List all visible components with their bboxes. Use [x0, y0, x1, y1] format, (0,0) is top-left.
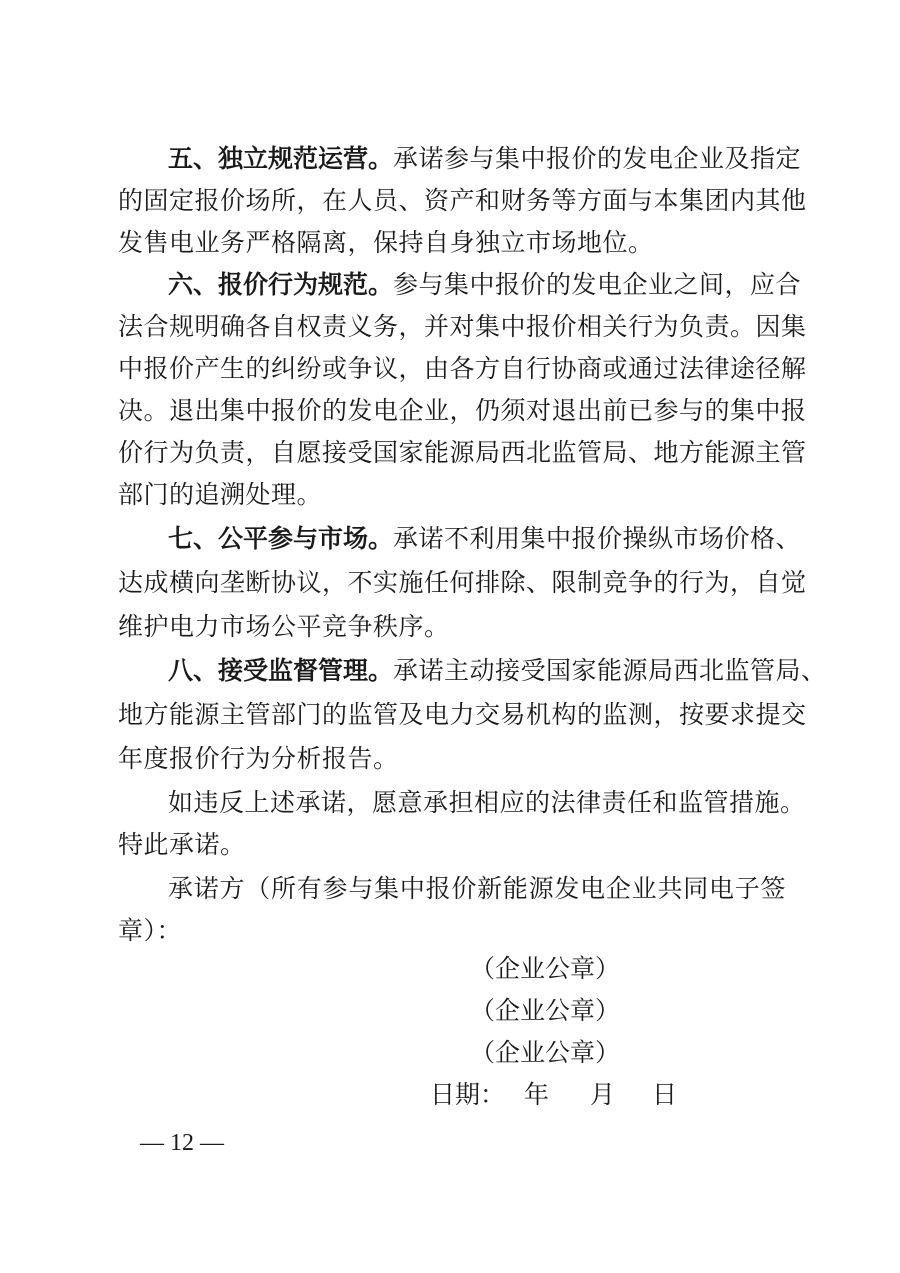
signatory-line-2: 章）：	[118, 916, 183, 945]
clause-8-line-2: 地方能源主管部门的监管及电力交易机构的监测，按要求提交	[118, 700, 807, 729]
page-number: — 12 —	[140, 1130, 224, 1156]
date-month: 月	[590, 1080, 616, 1109]
signatory-line-1: 承诺方（所有参与集中报价新能源发电企业共同电子签	[168, 874, 786, 903]
clause-7-line-3: 维护电力市场公平竞争秩序。	[118, 612, 450, 641]
closing-line-2: 特此承诺。	[118, 830, 246, 859]
clause-6-line-6: 部门的追溯处理。	[118, 480, 323, 509]
date-year: 年	[524, 1080, 550, 1109]
clause-6-line-2: 法合规明确各自权责义务，并对集中报价相关行为负责。因集	[118, 312, 807, 341]
clause-8-line-1: 八、接受监督管理。承诺主动接受国家能源局西北监管局、	[168, 656, 827, 685]
company-seal-placeholder-3: （企业公章）	[470, 1038, 621, 1067]
clause-7-heading: 七、公平参与市场。	[168, 524, 394, 553]
company-seal-placeholder-1: （企业公章）	[470, 954, 621, 983]
clause-6-line-5: 价行为负责，自愿接受国家能源局西北监管局、地方能源主管	[118, 438, 807, 467]
clause-5-line-2: 的固定报价场所，在人员、资产和财务等方面与本集团内其他	[118, 186, 807, 215]
clause-6-line-3: 中报价产生的纠纷或争议，由各方自行协商或通过法律途径解	[118, 354, 807, 383]
clause-7-line-1: 七、公平参与市场。承诺不利用集中报价操纵市场价格、	[168, 524, 802, 553]
clause-6-line-4: 决。退出集中报价的发电企业，仍须对退出前已参与的集中报	[118, 396, 807, 425]
clause-8-line-3: 年度报价行为分析报告。	[118, 744, 399, 773]
clause-8-heading: 八、接受监督管理。	[168, 656, 394, 685]
date-day: 日	[652, 1080, 678, 1109]
company-seal-placeholder-2: （企业公章）	[470, 996, 621, 1025]
clause-5-line-3: 发售电业务严格隔离，保持自身独立市场地位。	[118, 228, 654, 257]
closing-line-1: 如违反上述承诺，愿意承担相应的法律责任和监管措施。	[168, 788, 806, 817]
clause-5-heading: 五、独立规范运营。	[168, 144, 394, 173]
clause-5-line-1: 五、独立规范运营。承诺参与集中报价的发电企业及指定	[168, 144, 802, 173]
date-label: 日期：	[430, 1080, 506, 1109]
clause-6-heading: 六、报价行为规范。	[168, 270, 394, 299]
clause-7-line-2: 达成横向垄断协议，不实施任何排除、限制竞争的行为，自觉	[118, 568, 807, 597]
clause-6-line-1: 六、报价行为规范。参与集中报价的发电企业之间，应合	[168, 270, 802, 299]
